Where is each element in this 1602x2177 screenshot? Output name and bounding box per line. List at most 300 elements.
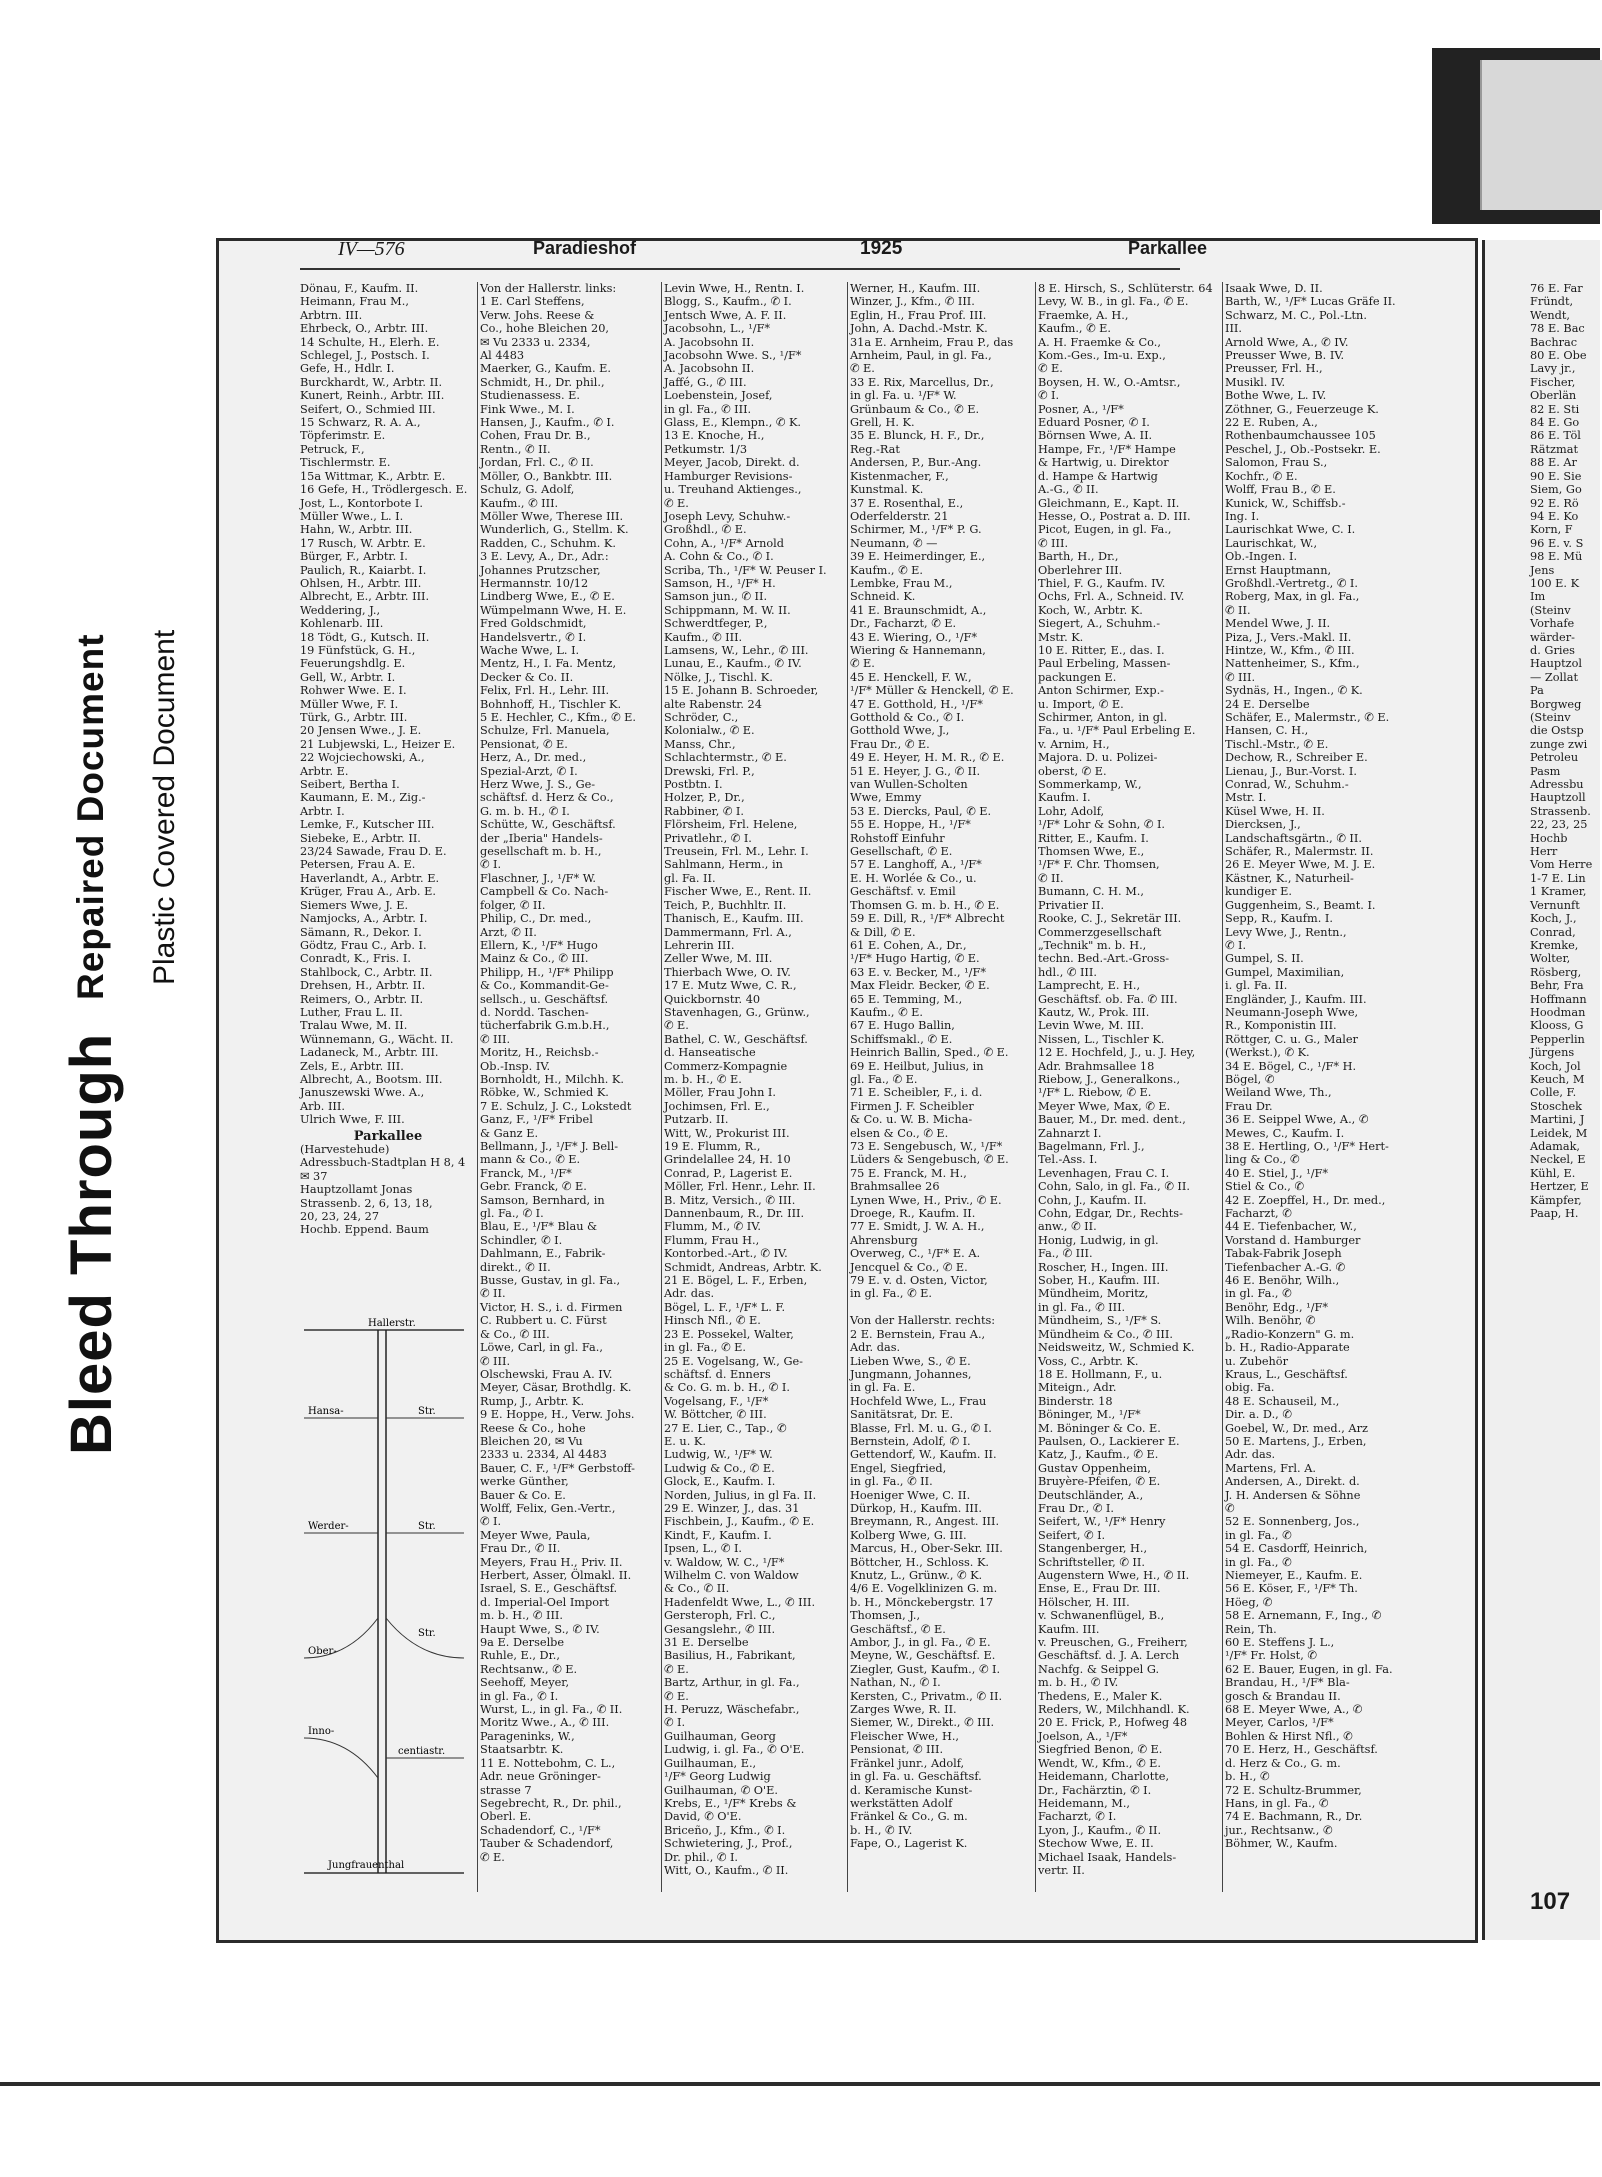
facing-page-entry: wärder- bbox=[1530, 630, 1575, 644]
directory-entry: elsen & Co., ✆ E. bbox=[850, 1126, 949, 1140]
directory-entry: ✆ III. bbox=[480, 1354, 511, 1368]
directory-entry: Mündheim & Co., ✆ III. bbox=[1038, 1327, 1173, 1341]
directory-entry: Co., hohe Bleichen 20, bbox=[480, 322, 609, 336]
directory-entry: H. Peruzz, Wäschefabr., bbox=[664, 1703, 800, 1717]
facing-page-entry: Koch, Jol bbox=[1530, 1059, 1581, 1073]
facing-page-entry: Leidek, M bbox=[1530, 1126, 1588, 1140]
directory-entry: Schirmer, M., ¹/F* P. G. bbox=[850, 523, 982, 537]
facing-page-entry: Hauptzol bbox=[1530, 657, 1582, 671]
facing-page-entry: 90 E. Sie bbox=[1530, 469, 1582, 483]
directory-entry: Schröder, C., bbox=[664, 711, 739, 724]
directory-entry: Namjocks, A., Arbtr. I. bbox=[300, 912, 428, 926]
directory-entry: ✉ Vu 2333 u. 2334, bbox=[480, 335, 591, 349]
directory-entry: Schlachtermstr., ✆ E. bbox=[664, 751, 787, 765]
directory-entry: Ambor, J., in gl. Fa., ✆ E. bbox=[850, 1636, 991, 1650]
directory-entry: b. H., Mönckebergstr. 17 bbox=[850, 1595, 994, 1609]
directory-entry: Möller, O., Bankbtr. III. bbox=[480, 469, 613, 483]
facing-page-entry: Vernunft bbox=[1530, 898, 1580, 912]
directory-entry: (Werkst.), ✆ K. bbox=[1225, 1046, 1310, 1060]
directory-entry: Frau Dr., ✆ I. bbox=[1038, 1501, 1114, 1515]
directory-entry: Levin Wwe, M. III. bbox=[1038, 1019, 1144, 1033]
directory-entry: Nathan, N., ✆ I. bbox=[850, 1676, 941, 1690]
facing-page-entry: Klooss, G bbox=[1530, 1019, 1584, 1033]
directory-entry: Breymann, R., Angest. III. bbox=[850, 1515, 1000, 1529]
directory-entry: „Radio-Konzern" G. m. bbox=[1225, 1327, 1355, 1341]
directory-entry: 5 E. Hechler, C., Kfm., ✆ E. bbox=[480, 711, 636, 724]
facing-page-entry: Adamak, bbox=[1530, 1140, 1581, 1153]
facing-page-entry: Hertzer, E bbox=[1530, 1180, 1589, 1194]
directory-entry: Franck, M., ¹/F* bbox=[480, 1166, 572, 1180]
facing-page-entry: Koch, J., bbox=[1530, 912, 1577, 926]
directory-entry: Strassenb. 2, 6, 13, 18, bbox=[300, 1196, 433, 1210]
directory-entry: b. H., Radio-Apparate bbox=[1225, 1341, 1350, 1355]
directory-entry: ¹/F* Fr. Holst, ✆ bbox=[1225, 1649, 1317, 1663]
directory-entry: Schwietering, J., Prof., bbox=[664, 1837, 793, 1851]
directory-entry: Hintze, W., Kfm., ✆ III. bbox=[1225, 643, 1355, 657]
directory-entry: 44 E. Tiefenbacher, W., bbox=[1225, 1220, 1357, 1234]
directory-entry: Frau Dr., ✆ E. bbox=[850, 737, 930, 751]
directory-entry: Thiel, F. G., Kaufm. IV. bbox=[1038, 576, 1166, 590]
facing-page-entry: 78 E. Bac bbox=[1530, 322, 1585, 336]
directory-entry: Reimers, O., Arbtr. II. bbox=[300, 992, 424, 1006]
directory-entry: Laurischkat, W., bbox=[1225, 536, 1318, 550]
directory-entry: schäftsf. d. Enners bbox=[664, 1367, 771, 1381]
directory-entry: Wwe, Emmy bbox=[850, 791, 922, 805]
facing-page-entry: 100 E. K bbox=[1530, 576, 1580, 590]
directory-entry: Oberlehrer III. bbox=[1038, 563, 1123, 577]
directory-entry: d. Herz & Co., G. m. bbox=[1225, 1756, 1341, 1770]
directory-entry: Preusser, Frl. H., bbox=[1225, 362, 1323, 376]
directory-entry: Hochb. Eppend. Baum bbox=[300, 1223, 429, 1237]
directory-entry: u. Import, ✆ E. bbox=[1038, 697, 1124, 711]
directory-entry: Ruhle, E., Dr., bbox=[480, 1649, 560, 1663]
directory-entry: Gleichmann, E., Kapt. II. bbox=[1038, 496, 1180, 510]
directory-entry: 77 E. Smidt, J. W. A. H., bbox=[850, 1220, 985, 1234]
directory-entry: Wiering & Hannemann, bbox=[850, 643, 986, 657]
directory-entry: Wunderlich, G., Stellm. K. bbox=[480, 523, 629, 537]
directory-entry: R., Komponistin III. bbox=[1225, 1019, 1337, 1033]
facing-page-entry: 98 E. Mü bbox=[1530, 550, 1583, 564]
facing-page-entry: 88 E. Ar bbox=[1530, 456, 1577, 470]
directory-entry: Thomsen G. m. b. H., ✆ E. bbox=[850, 898, 1000, 912]
directory-entry: anw., ✆ II. bbox=[1038, 1220, 1097, 1234]
directory-entry: Bürger, F., Arbtr. I. bbox=[300, 550, 408, 564]
directory-entry: ✆ III. bbox=[480, 1032, 511, 1046]
directory-entry: Kom.-Ges., Im-u. Exp., bbox=[1038, 349, 1166, 363]
directory-entry: Oberl. E. bbox=[480, 1810, 532, 1824]
directory-entry: Conrad, P., Lagerist E. bbox=[664, 1166, 793, 1180]
directory-entry: Zöthner, G., Feuerzeuge K. bbox=[1225, 402, 1379, 416]
directory-entry: Hadenfeldt Wwe, L., ✆ III. bbox=[664, 1595, 816, 1609]
directory-entry: Roberg, Max, in gl. Fa., bbox=[1225, 590, 1360, 604]
directory-entry: ✆ II. bbox=[1038, 871, 1064, 885]
directory-entry: Adr. das. bbox=[1225, 1448, 1276, 1462]
directory-entry: 27 E. Lier, C., Tap., ✆ bbox=[664, 1421, 787, 1435]
directory-entry: Briceño, J., Kfm., ✆ I. bbox=[664, 1823, 786, 1837]
directory-entry: Blogg, S., Kaufm., ✆ I. bbox=[664, 295, 792, 309]
facing-page-entry: Korn, F bbox=[1530, 523, 1573, 537]
directory-entry: Hamburger Revisions- bbox=[664, 469, 793, 483]
directory-entry: Dr. phil., ✆ I. bbox=[664, 1850, 739, 1864]
directory-entry: Thierbach Wwe, O. IV. bbox=[664, 965, 791, 979]
directory-entry: Möller, Frau John I. bbox=[664, 1086, 776, 1100]
directory-entry: Möller, Frl. Henr., Lehr. II. bbox=[664, 1180, 816, 1194]
directory-entry bbox=[850, 1301, 1026, 1314]
directory-entry: Honig, Ludwig, in gl. bbox=[1038, 1233, 1159, 1247]
directory-entry: Frau Dr. bbox=[1225, 1099, 1273, 1113]
directory-entry: Ipsen, L., ✆ I. bbox=[664, 1542, 743, 1556]
map-label-jungfrauenthal: Jungfrauenthal bbox=[328, 1860, 405, 1871]
directory-entry: in gl. Fa., ✆ bbox=[1225, 1287, 1292, 1301]
directory-entry: Jungmann, Johannes, bbox=[850, 1367, 972, 1381]
directory-entry: 47 E. Gotthold, H., ¹/F* bbox=[850, 697, 983, 711]
directory-entry: Ritter, E., Kaufm. I. bbox=[1038, 831, 1149, 845]
facing-page-entry: 82 E. Sti bbox=[1530, 402, 1580, 416]
directory-entry: Hermannstr. 10/12 bbox=[480, 576, 589, 590]
directory-entry: Schäfer, R., Malermstr. II. bbox=[1225, 845, 1374, 859]
directory-entry: Holzer, P., Dr., bbox=[664, 791, 745, 805]
running-head-left: Paradieshof bbox=[533, 238, 637, 258]
directory-entry: Sahlmann, Herm., in bbox=[664, 858, 783, 872]
directory-entry: Rohwer Wwe. E. I. bbox=[300, 684, 407, 698]
directory-entry: 59 E. Dill, R., ¹/F* Albrecht bbox=[850, 912, 1005, 926]
label-bleed-through: Bleed Through bbox=[59, 1032, 124, 1455]
directory-entry: Ladaneck, M., Arbtr. III. bbox=[300, 1046, 439, 1060]
directory-entry: Postbtn. I. bbox=[664, 778, 723, 792]
directory-entry: Dürkop, H., Kaufm. III. bbox=[850, 1501, 982, 1515]
directory-entry: Dir. a. D., ✆ bbox=[1225, 1408, 1292, 1422]
directory-entry: in gl. Fa., ✆ bbox=[1225, 1528, 1292, 1542]
facing-page-entry: die Ostsp bbox=[1530, 724, 1584, 738]
directory-entry: 15 E. Johann B. Schroeder, bbox=[664, 684, 819, 698]
page-number: IV—576 bbox=[338, 238, 405, 260]
directory-entry: Mündheim, Moritz, bbox=[1038, 1287, 1149, 1301]
directory-entry: Schütte, W., Geschäftsf. bbox=[480, 818, 616, 832]
directory-entry: ✆ II. bbox=[480, 1287, 506, 1301]
directory-entry: 71 E. Scheibler, F., i. d. bbox=[850, 1086, 983, 1100]
directory-entry: 70 E. Herz, H., Geschäftsf. bbox=[1225, 1743, 1378, 1757]
directory-entry: Flumm, Frau H., bbox=[664, 1233, 760, 1247]
directory-entry: Seifert, ✆ I. bbox=[1038, 1528, 1106, 1542]
facing-page-entry: Vom Herre bbox=[1530, 858, 1593, 872]
directory-entry: 19 E. Flumm, R., bbox=[664, 1140, 761, 1153]
directory-entry: Siegert, A., Schuhm.- bbox=[1038, 617, 1161, 631]
directory-entry: Isaak Wwe, D. II. bbox=[1225, 282, 1323, 295]
directory-entry: Miteign., Adr. bbox=[1038, 1381, 1117, 1395]
directory-entry: Andersen, A., Direkt. d. bbox=[1225, 1475, 1360, 1489]
directory-entry: Bumann, C. H. M., bbox=[1038, 885, 1144, 899]
facing-page-entry: Fründt, bbox=[1530, 295, 1574, 309]
column-divider bbox=[661, 282, 662, 1892]
directory-entry: Gotthold Wwe, J., bbox=[850, 724, 950, 738]
directory-entry: Cohn, Salo, in gl. Fa., ✆ II. bbox=[1038, 1180, 1190, 1194]
directory-entry: ✆ I. bbox=[1225, 938, 1247, 952]
directory-entry: Jacobsohn, L., ¹/F* bbox=[664, 322, 771, 336]
directory-entry: 68 E. Meyer Wwe, A., ✆ bbox=[1225, 1703, 1363, 1717]
directory-entry: Kaufm., ✆ E. bbox=[850, 563, 924, 577]
directory-entry: III. bbox=[1225, 322, 1242, 336]
directory-entry: jur., Rechtsanw., ✆ bbox=[1225, 1823, 1333, 1837]
directory-entry: Vorstand d. Hamburger bbox=[1225, 1233, 1361, 1247]
directory-entry: 34 E. Bögel, C., ¹/F* H. bbox=[1225, 1059, 1357, 1073]
directory-entry: Meyer Wwe, Paula, bbox=[480, 1528, 591, 1542]
directory-entry: Koch, W., Arbtr. K. bbox=[1038, 603, 1143, 617]
directory-entry: van Wullen-Scholten bbox=[850, 778, 968, 792]
directory-entry: Privatier II. bbox=[1038, 898, 1105, 912]
directory-entry: folger, ✆ II. bbox=[480, 898, 546, 912]
directory-entry: Schwerdtfeger, P., bbox=[664, 617, 768, 631]
directory-entry: Moritz Wwe., A., ✆ III. bbox=[480, 1716, 610, 1730]
directory-entry: Kraus, L., Geschäftsf. bbox=[1225, 1367, 1348, 1381]
directory-entry: 51 E. Heyer, J. G., ✆ II. bbox=[850, 764, 981, 778]
directory-entry: 43 E. Wiering, O., ¹/F* bbox=[850, 630, 978, 644]
directory-entry: Arbtrn. III. bbox=[300, 308, 363, 322]
directory-entry: Jentsch Wwe, A. F. II. bbox=[664, 308, 787, 322]
directory-entry: 50 E. Martens, J., Erben, bbox=[1225, 1434, 1367, 1448]
directory-entry: Hochfeld Wwe, L., Frau bbox=[850, 1394, 987, 1408]
directory-entry: Rein, Th. bbox=[1225, 1622, 1277, 1636]
directory-entry: Landschaftsgärtn., ✆ II. bbox=[1225, 831, 1362, 845]
directory-entry: Stiel & Co., ✆ bbox=[1225, 1180, 1304, 1194]
directory-entry: Nölke, J., Tischl. K. bbox=[664, 670, 773, 684]
directory-column-5 bbox=[1038, 282, 1214, 1877]
directory-entry: Flaschner, J., ¹/F* W. bbox=[480, 871, 596, 885]
directory-entry: Müller Wwe, F. I. bbox=[300, 697, 399, 711]
directory-entry: 42 E. Zoepffel, H., Dr. med., bbox=[1225, 1193, 1386, 1207]
directory-entry: v. Waldow, W. C., ¹/F* bbox=[664, 1555, 785, 1569]
directory-entry: Bothe Wwe, L. IV. bbox=[1225, 389, 1327, 403]
directory-entry: Gödtz, Frau C., Arb. I. bbox=[300, 938, 427, 952]
directory-entry: Parkallee bbox=[353, 1128, 423, 1144]
directory-entry: Wünnemann, G., Wächt. II. bbox=[300, 1032, 454, 1046]
directory-entry: Schiffsmakl., ✆ E. bbox=[850, 1032, 953, 1046]
directory-entry: Kunstmal. K. bbox=[850, 483, 924, 497]
directory-entry: Dammermann, Frl. A., bbox=[664, 925, 792, 939]
directory-entry: Thedens, E., Maler K. bbox=[1038, 1689, 1163, 1703]
directory-entry: 22 E. Ruben, A., bbox=[1225, 416, 1318, 430]
column-divider bbox=[1222, 282, 1223, 1892]
directory-entry: Israel, S. E., Geschäftsf. bbox=[480, 1582, 618, 1596]
directory-entry: Gefe, H., Hdlr. I. bbox=[300, 362, 395, 376]
directory-entry: Hansen, J., Kaufm., ✆ I. bbox=[480, 416, 615, 430]
directory-entry: Thomsen, J., bbox=[850, 1609, 921, 1623]
directory-entry: Levin Wwe, H., Rentn. I. bbox=[664, 282, 805, 295]
directory-entry: Guilhauman, E., bbox=[664, 1756, 757, 1770]
directory-entry: Bartz, Arthur, in gl. Fa., bbox=[664, 1676, 800, 1690]
directory-entry: 16 Gefe, H., Trödlergesch. E. bbox=[300, 483, 468, 497]
directory-entry: ¹/F* Lohr & Sohn, ✆ I. bbox=[1038, 818, 1166, 832]
map-label-werder-str: Str. bbox=[418, 1521, 436, 1532]
directory-entry: Thanisch, E., Kaufm. III. bbox=[664, 912, 804, 926]
directory-entry: Schindler, ✆ I. bbox=[480, 1233, 563, 1247]
directory-entry: Wilhelm C. von Waldow bbox=[664, 1569, 799, 1582]
directory-entry: m. b. H., ✆ E. bbox=[664, 1072, 742, 1086]
directory-entry: ✆ E. bbox=[480, 1850, 505, 1864]
directory-entry: d. Nordd. Taschen- bbox=[480, 1005, 589, 1019]
directory-entry: Meyne, W., Geschäftsf. E. bbox=[850, 1649, 996, 1663]
directory-entry: ¹/F* Müller & Henckell, ✆ E. bbox=[850, 684, 1014, 698]
directory-entry: A. Jacobsohn II. bbox=[664, 335, 755, 349]
directory-column-6 bbox=[1225, 282, 1401, 1862]
facing-page-entry: Kühl, E. bbox=[1530, 1166, 1576, 1180]
directory-entry: Rentn., ✆ II. bbox=[480, 442, 551, 456]
directory-entry: Blau, E., ¹/F* Blau & bbox=[480, 1220, 598, 1234]
directory-entry: Seifert, O., Schmied III. bbox=[300, 402, 436, 416]
directory-entry: 57 E. Langhoff, A., ¹/F* bbox=[850, 858, 982, 872]
directory-entry: 26 E. Meyer Wwe, M. J. E. bbox=[1225, 858, 1376, 872]
directory-entry: Börnsen Wwe, A. II. bbox=[1038, 429, 1153, 443]
directory-entry: Philipp, H., ¹/F* Philipp bbox=[480, 965, 614, 979]
directory-entry: Thomsen Wwe, E., bbox=[1038, 845, 1145, 859]
directory-entry: Adr. neue Gröninger- bbox=[480, 1770, 601, 1784]
directory-entry: 7 E. Schulz, J. C., Lokstedt bbox=[480, 1099, 632, 1113]
directory-entry: 60 E. Steffens J. L., bbox=[1225, 1636, 1335, 1650]
directory-entry: Guggenheim, S., Beamt. I. bbox=[1225, 898, 1376, 912]
directory-entry: Pensionat, ✆ III. bbox=[850, 1743, 944, 1757]
directory-entry: Hansen, C. H., bbox=[1225, 724, 1309, 738]
directory-entry: Fraemke, A. H., bbox=[1038, 308, 1129, 322]
directory-entry: Löwe, Carl, in gl. Fa., bbox=[480, 1341, 603, 1355]
directory-entry: Kistenmacher, F., bbox=[850, 469, 949, 483]
header-rule bbox=[300, 268, 1180, 270]
facing-page-entry: d. Gries bbox=[1530, 643, 1575, 657]
directory-entry: 24 E. Derselbe bbox=[1225, 697, 1310, 711]
directory-entry: Burckhardt, W., Arbtr. II. bbox=[300, 375, 443, 389]
directory-entry: A. Jacobsohn II. bbox=[664, 362, 755, 376]
directory-entry: 41 E. Braunschmidt, A., bbox=[850, 603, 987, 617]
directory-entry: Adr. das. bbox=[664, 1287, 715, 1301]
running-head-right: Parkallee bbox=[1128, 238, 1208, 258]
directory-entry: direkt., ✆ II. bbox=[480, 1260, 551, 1274]
map-label-hansa: Hansa- bbox=[308, 1406, 344, 1417]
directory-entry: m. b. H., ✆ III. bbox=[480, 1609, 563, 1623]
directory-entry: Arbtr. E. bbox=[300, 764, 349, 778]
directory-entry: Fleischer Wwe, H., bbox=[850, 1729, 960, 1743]
facing-page-entry: Vorhafe bbox=[1530, 617, 1575, 631]
directory-entry: Oderfelderstr. 21 bbox=[850, 509, 949, 523]
directory-entry: Manss, Chr., bbox=[664, 737, 736, 751]
directory-entry: Gebr. Franck, ✆ E. bbox=[480, 1180, 587, 1194]
directory-entry: 15a Wittmar, K., Arbtr. E. bbox=[300, 469, 446, 483]
directory-entry: Kaufm., ✆ III. bbox=[480, 496, 559, 510]
directory-entry: Ganz, F., ¹/F* Fribel bbox=[480, 1113, 593, 1127]
directory-entry: & Co., ✆ II. bbox=[664, 1582, 730, 1596]
directory-entry: Töpferimstr. E. bbox=[300, 429, 386, 443]
directory-entry: Lamsens, W., Lehr., ✆ III. bbox=[664, 643, 809, 657]
directory-entry: Gumpel, S. II. bbox=[1225, 952, 1304, 966]
facing-page-entry: Herr bbox=[1530, 845, 1558, 859]
directory-entry: Sober, H., Kaufm. III. bbox=[1038, 1274, 1160, 1288]
facing-page-entry: Pasm bbox=[1530, 764, 1561, 778]
directory-entry: Voss, C., Arbtr. K. bbox=[1038, 1354, 1139, 1368]
directory-entry: Marcus, H., Ober-Sekr. III. bbox=[850, 1542, 1003, 1556]
directory-entry: C. Rubbert u. C. Fürst bbox=[480, 1314, 607, 1328]
directory-entry: Geschäftsf. ob. Fa. ✆ III. bbox=[1038, 992, 1178, 1006]
directory-entry: Ochs, Frl. A., Schneid. IV. bbox=[1038, 590, 1185, 604]
directory-entry: 17 Rusch, W. Arbtr. E. bbox=[300, 536, 426, 550]
directory-entry: Busse, Gustav, in gl. Fa., bbox=[480, 1274, 621, 1288]
facing-page-entry: Colle, F. bbox=[1530, 1086, 1577, 1100]
facing-page-entry: 92 E. Rö bbox=[1530, 496, 1579, 510]
directory-entry: Kohlenarb. III. bbox=[300, 617, 384, 631]
directory-entry: A. Cohn & Co., ✆ I. bbox=[664, 550, 774, 564]
directory-entry: gl. Fa. II. bbox=[664, 871, 716, 885]
map-label-ober: Ober- bbox=[308, 1646, 337, 1657]
facing-page-entry: Im bbox=[1530, 590, 1546, 604]
directory-entry: Anton Schirmer, Exp.- bbox=[1038, 684, 1164, 698]
facing-page-entry: Siem, Go bbox=[1530, 483, 1582, 497]
directory-entry: Sepp, R., Kaufm. I. bbox=[1225, 912, 1333, 926]
directory-entry: Kolonialw., ✆ E. bbox=[664, 724, 755, 738]
facing-page-entry: Pa bbox=[1530, 684, 1544, 698]
directory-entry: Adressbuch-Stadtplan H 8, 4 bbox=[300, 1156, 466, 1170]
directory-entry: v. Preuschen, G., Freiherr, bbox=[1038, 1636, 1188, 1650]
directory-entry: Meyer, Jacob, Direkt. d. bbox=[664, 456, 800, 470]
directory-entry: Reders, W., Milchhandl. K. bbox=[1038, 1703, 1190, 1717]
directory-entry: 18 E. Hollmann, F., u. bbox=[1038, 1367, 1163, 1381]
directory-entry: 46 E. Benöhr, Wilh., bbox=[1225, 1274, 1340, 1288]
directory-entry: Wurst, L., in gl. Fa., ✆ II. bbox=[480, 1703, 623, 1717]
facing-page-entry: Lavy jr., bbox=[1530, 362, 1576, 376]
directory-entry: Schirmer, Anton, in gl. bbox=[1038, 711, 1168, 724]
directory-entry: Barth, W., ¹/F* Lucas Gräfe II. bbox=[1225, 295, 1396, 309]
directory-entry: A.-G., ✆ II. bbox=[1038, 483, 1099, 497]
directory-entry: 11 E. Nottebohm, C. L., bbox=[480, 1756, 616, 1770]
directory-entry: Al 4483 bbox=[480, 349, 525, 363]
directory-entry: ✆ III. bbox=[1038, 536, 1069, 550]
directory-entry: Scriba, Th., ¹/F* W. Peuser I. bbox=[664, 563, 827, 577]
directory-entry: Boysen, H. W., O.-Amtsr., bbox=[1038, 375, 1181, 389]
directory-entry: Tel.-Ass. I. bbox=[1038, 1153, 1098, 1167]
directory-entry: Schadendorf, C., ¹/F* bbox=[480, 1823, 601, 1837]
directory-entry: Eduard Posner, ✆ I. bbox=[1038, 416, 1150, 430]
directory-entry: Fischer Wwe, E., Rent. II. bbox=[664, 885, 812, 899]
directory-entry: Jencquel & Co., ✆ E. bbox=[850, 1260, 968, 1274]
directory-entry: 9 E. Hoppe, H., Verw. Johs. bbox=[480, 1408, 635, 1422]
directory-entry: 48 E. Schauseil, M., bbox=[1225, 1394, 1340, 1408]
directory-entry: in gl. Fa., ✆ III. bbox=[664, 402, 752, 416]
directory-entry: Rooke, C. J., Sekretär III. bbox=[1038, 912, 1182, 926]
directory-entry: 52 E. Sonnenberg, Jos., bbox=[1225, 1515, 1360, 1529]
directory-entry: Zels, E., Arbtr. III. bbox=[300, 1059, 404, 1073]
directory-entry: Küsel Wwe, H. II. bbox=[1225, 804, 1325, 818]
directory-entry: Schäfer, E., Malermstr., ✆ E. bbox=[1225, 711, 1390, 724]
directory-entry: Tralau Wwe, M. II. bbox=[300, 1019, 408, 1033]
directory-entry: ✆ II. bbox=[1225, 603, 1251, 617]
directory-entry: Witt, O., Kaufm., ✆ II. bbox=[664, 1863, 789, 1877]
directory-entry: Nachfg. & Seippel G. bbox=[1038, 1662, 1160, 1676]
directory-entry: Sydnäs, H., Ingen., ✆ K. bbox=[1225, 684, 1363, 698]
directory-entry: Lunau, E., Kaufm., ✆ IV. bbox=[664, 657, 802, 671]
directory-entry: Mainz & Co., ✆ III. bbox=[480, 952, 589, 966]
directory-entry: kundiger E. bbox=[1225, 885, 1292, 899]
directory-entry: Jacobsohn Wwe. S., ¹/F* bbox=[664, 349, 802, 363]
directory-entry: Haverlandt, A., Arbtr. E. bbox=[300, 871, 440, 885]
directory-entry: Seibert, Bertha I. bbox=[300, 778, 400, 792]
directory-entry: Verw. Johs. Reese & bbox=[480, 308, 595, 322]
directory-entry: Gustav Oppenheim, bbox=[1038, 1461, 1151, 1475]
directory-entry: Neidsweitz, W., Schmied K. bbox=[1038, 1341, 1195, 1355]
directory-entry: Lindberg Wwe, E., ✆ E. bbox=[480, 590, 615, 604]
directory-entry: Basilius, H., Fabrikant, bbox=[664, 1649, 796, 1663]
directory-entry: Paulich, R., Kaiarbt. I. bbox=[300, 563, 427, 577]
directory-entry: Gesangslehr., ✆ III. bbox=[664, 1622, 776, 1636]
directory-entry: Campbell & Co. Nach- bbox=[480, 885, 609, 899]
directory-entry: Facharzt, ✆ bbox=[1225, 1207, 1292, 1221]
directory-entry: b. H., ✆ IV. bbox=[850, 1823, 913, 1837]
directory-entry: Hampe, Fr., ¹/F* Hampe bbox=[1038, 442, 1176, 456]
map-label-hallerstr: Hallerstr. bbox=[368, 1318, 416, 1329]
